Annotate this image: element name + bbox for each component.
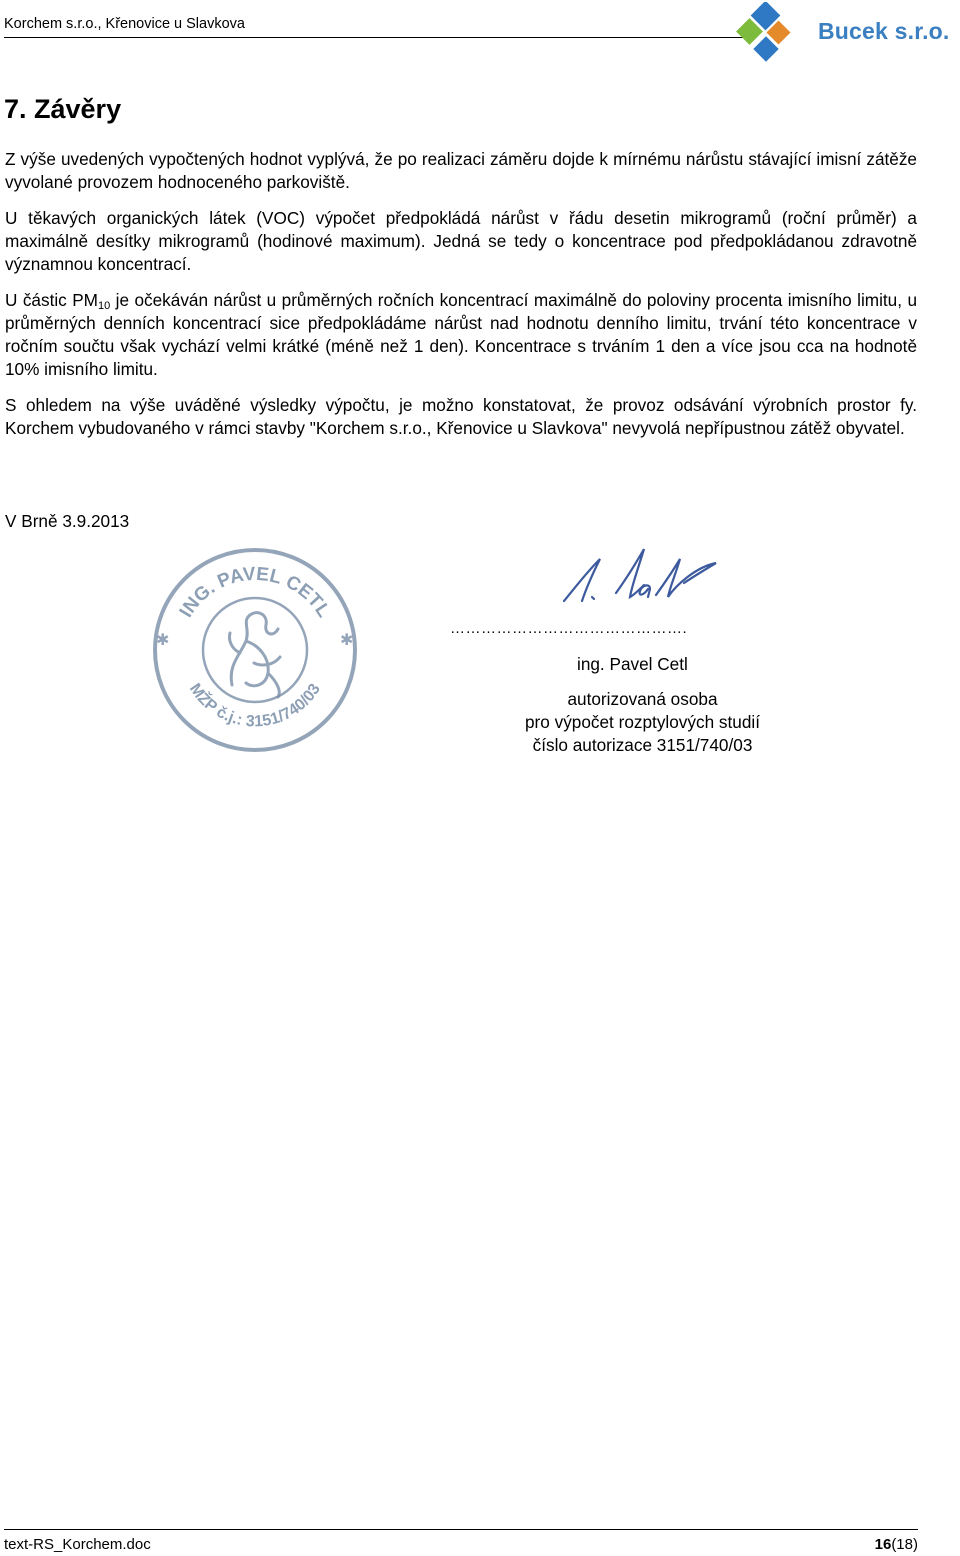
footer-page-number xyxy=(875,1536,918,1553)
paragraph-conclusion: S ohledem na výše uváděné výsledky výpočtu, je možno konstatovat, že provoz odsávání výrobních prostor fy. Korchem vybudovaného v rámci stavby "Korchem s.r.o., Křenovice u Slavkova" nevyvolá nepřípustnou zátěž obyvatel. xyxy=(5,395,917,438)
signature-line: ………………………………………. xyxy=(450,620,688,637)
handwritten-signature-icon xyxy=(556,545,726,611)
pm10-subscript: 10 xyxy=(97,300,111,312)
signer-role-line-1: autorizovaná osoba xyxy=(567,689,718,709)
stamp-text-top: ING. PAVEL CETL xyxy=(175,563,335,622)
company-logo-icon xyxy=(736,2,800,68)
signer-role-line-3: číslo autorizace 3151/740/03 xyxy=(532,735,753,755)
header-company-location: Korchem s.r.o., Křenovice u Slavkova xyxy=(4,16,245,32)
official-stamp-icon xyxy=(150,545,360,755)
page-total: (18) xyxy=(891,1536,918,1553)
page-current: 16 xyxy=(874,1536,892,1553)
stamp-lion-emblem xyxy=(229,613,280,697)
signer-role-line-2: pro výpočet rozptylových studií xyxy=(524,712,760,732)
paragraph-summary: Z výše uvedených vypočtených hodnot vyplývá, že po realizaci záměru dojde k mírnému nárůstu stávající imisní zátěže vyvolané provozem hodnoceného parkoviště. xyxy=(5,149,917,192)
section-title: 7. Závěry xyxy=(4,94,122,124)
pm10-lead-text: U částic PM xyxy=(5,290,98,310)
footer-filename: text-RS_Korchem.doc xyxy=(4,1536,151,1553)
stamp-star-left: ✱ xyxy=(156,632,170,649)
paragraph-voc: U těkavých organických látek (VOC) výpočet předpokládá nárůst v řádu desetin mikrogramů (roční průměr) a maximálně desítky mikrogramů (hodinové maximum). Jedná se tedy o koncentrace pod předpokládanou zdravotně významnou koncentrací. xyxy=(5,208,917,274)
header-divider xyxy=(4,37,752,38)
place-date: V Brně 3.9.2013 xyxy=(5,511,130,531)
signer-name: ing. Pavel Cetl xyxy=(577,654,688,674)
stamp-star-right: ✱ xyxy=(340,632,354,649)
paragraph-pm10 xyxy=(5,289,917,381)
pm10-rest-text: je očekáván nárůst u průměrných ročních koncentrací maximálně do poloviny procenta imisního limitu, u průměrných denních koncentrací sice předpokládáme nárůst nad hodnotu denního limitu, trvání této koncentrace v ročním součtu však vychází velmi krátké (méně než 1 den). Koncentrace s trváním 1 den a více jsou cca na hodnotě 10% imisního limitu. xyxy=(5,290,917,379)
footer-divider xyxy=(4,1529,918,1530)
company-logo-text: Bucek s.r.o. xyxy=(818,18,950,44)
stamp-text-bottom: MŽP č.j.: 3151/740/03 xyxy=(185,680,324,731)
